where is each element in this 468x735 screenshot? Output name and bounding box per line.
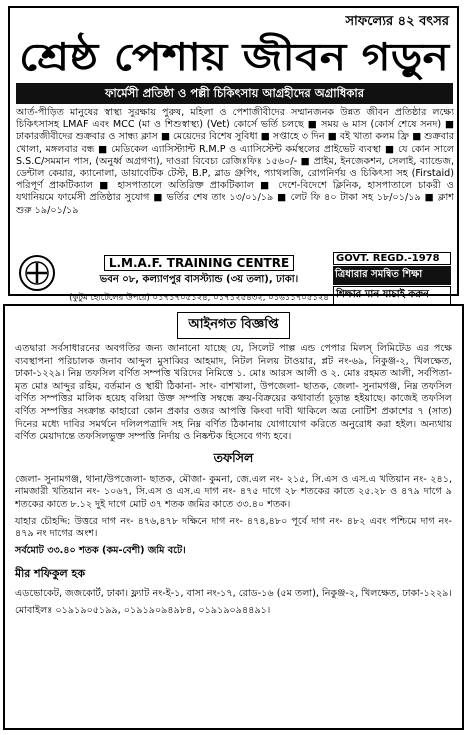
notice-title: আইনগত বিজ্ঞপ্তি	[177, 312, 289, 339]
years-of-success: সাফল্যের ৪২ বৎসর	[345, 14, 449, 29]
signer-mobile: মোবাইলঃ ০১৯১৯০৫১৯৯, ০১৯১৯০৯৪৯৮৪, ০১৯১৯০৯৪৪৯১।	[15, 604, 271, 616]
centre-phones: (কুটুম হোটেলের উপরে) ০১৭১৭০৫১২৪, ০১৭১২৫৪৩২, ০১৬১১৭০৫১২৪	[69, 293, 329, 303]
ad-body-text: আর্ত-পীড়িত মানুষের স্বাস্থ্য সুরক্ষায় পুরুষ, মহিলা ও পেশাজীবীদের সম্মানজনক উন্নত জীবন প্রতিষ্ঠার লক্ষ্যে চিকিৎসাসহ LMAF এবং MCC (মা ও শিশুস্বাস্থ্য) (Vet) কোর্সে ভর্তি চলছে ■ সময় ৬ মাস (কোর্স শেষে সনদ) ■ ঢাকারজীবীদের শুক্রবার ও সান্ধ্য ক্লাস ■ মেয়েদের বিশেষ সুবিধা ■ সপ্তাহে ৩ দিন ■ বই খাতা কলম ফ্রি ■ শুক্রবার খোলা, মঙ্গলবার বন্ধ ■ মেডিকেল এ্যাসিস্ট্যান্ট R.M.P ও এ্যাসিস্টেন্ট কর্মস্থলের প্রাইভেট ব্যবস্থা ■ যে কোন সালে S.S.C/সমমান পাস, (অনুর্ধ্ব অগ্রগণ্য), দাওরা বিবেচ্য রেজিঃফিঃ ১৫৬০/- ■ প্রাইম, ইনজেকশন, সেলাই, ব্যান্ডেজ, ডেন্টাল কেয়ার, ক্যানোলা, ডায়াবেটিক টেস্ট, B.P, ব্লাড গ্রুপিং, প্যাথলজি, রোগনির্ণয় ও চিকিৎসা সহ (Firstaid) পরিপূর্ণ প্রাকটিক্যাল ■ হাসপাতালে অতিরিক্ত প্রাকটিক্যাল ■ দেশে-বিদেশে ক্লিনিক, হাসপাতালে চাকরী ও যথানিয়মে ফার্মেসী প্রতিষ্ঠার সুযোগ ■ ভর্তির শেষ তাং ১৩/০১/১৯ ■ লেট ফি ৪০ টাকা সহ ১৮/০১/১৯ ■ ক্লাশ শুরু ১৯/০১/১৯	[16, 107, 454, 216]
notice-paragraph: এতদ্বারা সর্বসাধারনের অবগতির জন্য জানানো যাচ্ছে যে, সিলেট পাল্প এন্ড পেপার মিলস্ লিমিটেড এর পক্ষে ব্যবস্থাপনা পরিচালক জনাব আব্দুল মুসাব্বির আহমাদ, নিটল নিলয় টাওয়ার, প্লট নং-৬৯, নিকুঞ্জ-২, খিলক্ষেত, ঢাকা-১২২৯। নিম্ন তফসিল বর্ণিত সম্পত্তি খরিদের নিমিত্তে ১. মোঃ আরস আলী ও ২. মোঃ রহমত আলী, সর্বপিতা-মৃত মোঃ আব্দুর রহিম, বর্তমান ও স্থায়ী ঠিকানা- সাং- বাশখালা, উপজেলা- ছাতক, জেলা- সুনামগঞ্জ, নিম্ন তফসিল বর্ণিত সম্পত্তির মালিক হয়েহ বলিয়া উক্ত সম্পত্তি সম্বন্ধে ক্রয়-বিক্রয়ের কথাবার্তা চূড়ান্ত হইয়াছে। কাজেই তফসিল বর্ণিত সম্পত্তির সংক্রান্ত কাহারো কোন প্রকার ওজর আপত্তি কিংবা দাবী থাকিলে অত্র নোটিশ প্রকাশের ৭ (সাত) দিনের মধ্যে দাবির সমর্থনে দলিলপত্রাদি সহ নিম্ন বর্ণিত ঠিকানায় যোগাযোগ করিতে অনুরোধ করা হইল। অন্যথায় বর্ণিত মেয়াদান্তে তফসিলভুক্ত সম্পত্তি নির্দায় ও নিষ্কন্টক হিসেবে গণ্য হবে।	[15, 343, 452, 443]
boundary-details: যাহার চৌহদ্দি: উত্তরে দাগ নং- ৪৭৬,৪৭৮ দক্ষিনে দাগ নং- ৪৭৪,৪৮০ পূর্বে দাগ নং- ৪৮২ এবং পশ্চিমে দাগ নং- ৪৭৯ নং দাগের অংশ।	[15, 515, 452, 540]
schedule-details: জেলা- সুনামগঞ্জ, থানা/উপজেলা- ছাতক, মৌজা- কুমনা, জে.এল নং- ২১৫, সি.এস ও এস.এ খতিয়ান নং- ২৪১, নামজারী খতিয়ান নং- ১০৬৭, সি.এস ও এস.এ দাগ নং- ৪৭৫ দাগে ২৮ শতকের কাতে ২৫.২৮ ও ৪৭৯ দাগে ৯ শতকের কাতে ৮.১২ দুই দাগে মোট ৩৭ শতক জমির কাতে ৩৩.৪০ শতক।	[15, 473, 452, 510]
verify-quality-tag: শিক্ষার মান যাচাই করুন	[333, 286, 451, 305]
legal-notice	[3, 304, 464, 730]
centre-name: L.M.A.F. TRAINING CENTRE	[104, 255, 294, 271]
integrated-education-tag: ত্রিধারার সমন্বিত শিক্ষা	[333, 266, 451, 285]
govt-regd: GOVT. REGD.-1978	[333, 252, 451, 265]
priority-banner: ফার্মেসী প্রতিষ্ঠা ও পল্লী চিকিৎসায় আগ্রহীদের অগ্রাধিকার	[16, 83, 453, 104]
ad-headline-text: শ্রেষ্ঠ পেশায় জীবন গড়ুন	[19, 35, 388, 79]
schedule-title: তফসিল	[213, 449, 254, 465]
training-centre-info	[64, 252, 334, 305]
signer-address: এডভোকেট, জজকোর্ট, ঢাকা। ফ্ল্যাট নং-ই-১, বাসা নং-১৭, রোড-১৬ (৫ম তলা), নিকুঞ্জ-২, খিলক্ষেত, ঢাকা-১২২৯।	[15, 588, 452, 600]
signer-name: মীর শফিকুল হক	[15, 567, 86, 581]
total-land: সর্বমোট ৩৩.৪০ শতক (কম-বেশী) জমি বটে।	[15, 544, 186, 556]
ad-headline	[14, 28, 454, 80]
centre-address: ভবন ০৮, কল্যাণপুর বাসস্ট্যান্ড (৩য় তলা), ঢাকা।	[99, 274, 299, 285]
lmaf-logo	[18, 254, 56, 292]
notice-title-wrap	[15, 312, 452, 339]
training-advertisement	[8, 6, 459, 303]
registration-box	[333, 252, 451, 305]
